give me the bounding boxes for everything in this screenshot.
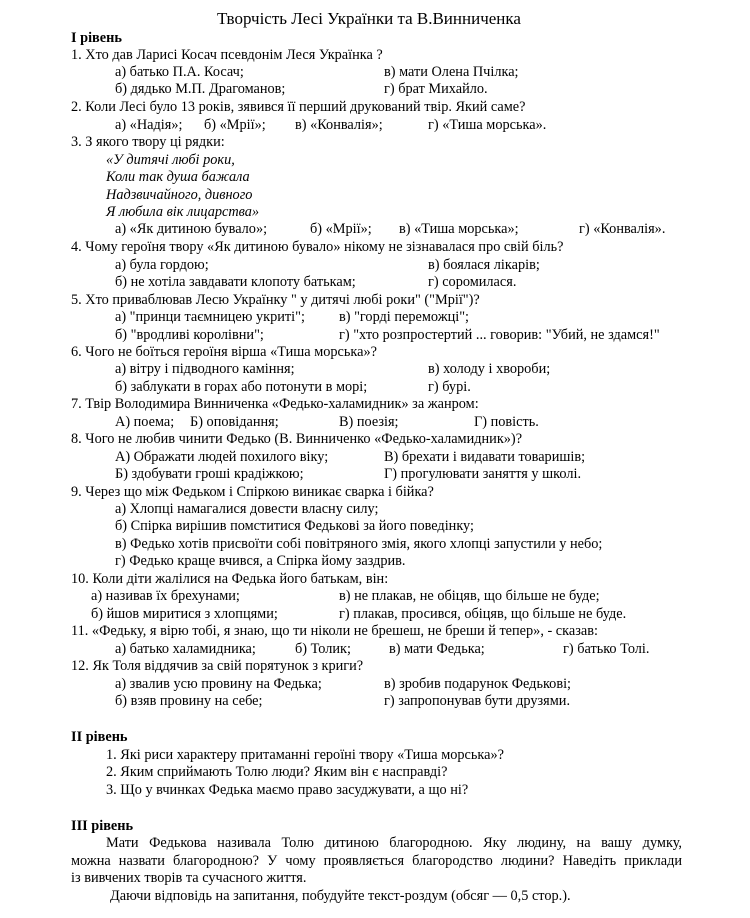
q10-option-v: в) не плакав, не обіцяв, що більше не буде; [339, 588, 600, 604]
q4-question: 4. Чому героїня твору «Як дитиною бувало» нікому не зізнавалася про свій біль? [71, 239, 564, 255]
q12-option-b: б) взяв провину на себе; [115, 693, 263, 709]
q4-option-b: б) не хотіла завдавати клопоту батькам; [115, 274, 356, 290]
q8-option-a: А) Ображати людей похилого віку; [115, 449, 329, 465]
q3-poem-line: Коли так душа бажала [106, 169, 250, 185]
q7-option-v: В) поезія; [339, 414, 399, 430]
q8-option-b: Б) здобувати гроші крадіжкою; [115, 466, 304, 482]
q11-option-a: а) батько халамидника; [115, 641, 256, 657]
q8-question: 8. Чого не любив чинити Федько (В. Винниченко «Федько-халамидник»)? [71, 431, 523, 447]
q3-option-a: а) «Як дитиною бувало»; [115, 221, 268, 237]
q7-question: 7. Твір Володимира Винниченка «Федько-халамидник» за жанром: [71, 396, 479, 412]
q10-option-g: г) плакав, просився, обіцяв, що більше не буде. [339, 606, 627, 622]
q2-option-g: г) «Тиша морська». [428, 117, 547, 133]
q5-option-v: в) "горді переможці"; [339, 309, 469, 325]
q3-option-b: б) «Мрії»; [310, 221, 372, 237]
q3-option-v: в) «Тиша морська»; [399, 221, 519, 237]
q6-option-v: в) холоду і хвороби; [428, 361, 551, 377]
q5-option-a: а) "принци таємницею укриті"; [115, 309, 305, 325]
q6-option-a: а) вітру і підводного каміння; [115, 361, 295, 377]
q12-option-g: г) запропонував бути друзями. [384, 693, 571, 709]
q2-option-a: а) «Надія»; [115, 117, 183, 133]
q1-question: 1. Хто дав Ларисі Косач псевдонім Леся Українка ? [71, 47, 383, 63]
q2-option-b: б) «Мрії»; [204, 117, 266, 133]
q3-poem-line: «У дитячі любі роки, [106, 152, 235, 168]
q3-option-g: г) «Конвалія». [579, 221, 666, 237]
level-3-text-line: Мати Федькова називала Толю дитиною благородною. Яку людину, на вашу думку, [106, 835, 682, 851]
q4-option-a: а) була гордою; [115, 257, 209, 273]
page-title: Творчість Лесі Українки та В.Винниченка [217, 9, 521, 28]
level-2-item: 3. Що у вчинках Федька маємо право засуджувати, а що ні? [106, 782, 469, 798]
q11-option-b: б) Толик; [295, 641, 351, 657]
level-1-heading: І рівень [71, 30, 122, 46]
q3-poem-line: Надзвичайного, дивного [106, 187, 253, 203]
level-2-item: 2. Яким сприймають Толю люди? Яким він є насправді? [106, 764, 448, 780]
q5-question: 5. Хто приваблював Лесю Українку " у дитячі любі роки" ("Мрії")? [71, 292, 480, 308]
q9-option-b: б) Спірка вирішив помститися Федькові за його поведінку; [115, 518, 474, 534]
q12-option-v: в) зробив подарунок Федькові; [384, 676, 572, 692]
level-3-text-line: із вивчених творів та сучасного життя. [71, 870, 307, 886]
level-3-text-line: можна назвати благородною? У чому проявляється благородство людини? Наведіть приклади [71, 853, 682, 869]
q7-option-a: А) поема; [115, 414, 175, 430]
q5-option-b: б) "вродливі королівни"; [115, 327, 264, 343]
level-3-text-line: Даючи відповідь на запитання, побудуйте текст-роздум (обсяг — 0,5 стор.). [110, 888, 571, 904]
level-2-item: 1. Які риси характеру притаманні героїні твору «Тиша морська»? [106, 747, 504, 763]
q10-option-a: а) називав їх брехунами; [91, 588, 240, 604]
q4-option-g: г) соромилася. [428, 274, 517, 290]
q11-option-v: в) мати Федька; [389, 641, 485, 657]
q2-option-v: в) «Конвалія»; [295, 117, 383, 133]
q6-option-g: г) бурі. [428, 379, 471, 395]
q5-option-g: г) "хто розпростертий ... говорив: "Убий, не здамся!" [339, 327, 660, 343]
q8-option-v: В) брехати і видавати товаришів; [384, 449, 586, 465]
q12-option-a: а) звалив усю провину на Федька; [115, 676, 322, 692]
q6-option-b: б) заблукати в горах або потонути в морі; [115, 379, 368, 395]
level-2-heading: ІІ рівень [71, 729, 128, 745]
q9-option-g: г) Федько краще вчився, а Спірка йому заздрив. [115, 553, 406, 569]
level-3-heading: ІІІ рівень [71, 818, 134, 834]
q3-poem-line: Я любила вік лицарства» [106, 204, 260, 220]
q1-option-v: в) мати Олена Пчілка; [384, 64, 519, 80]
q1-option-a: а) батько П.А. Косач; [115, 64, 244, 80]
q9-option-v: в) Федько хотів присвоїти собі повітряного змія, якого хлопці запустили у небо; [115, 536, 603, 552]
q11-option-g: г) батько Толі. [563, 641, 650, 657]
q1-option-g: г) брат Михайло. [384, 81, 488, 97]
q12-question: 12. Як Толя віддячив за свій порятунок з криги? [71, 658, 364, 674]
q2-question: 2. Коли Лесі було 13 років, зявився її перший друкований твір. Який саме? [71, 99, 526, 115]
q10-question: 10. Коли діти жалілися на Федька його батькам, він: [71, 571, 389, 587]
q10-option-b: б) йшов миритися з хлопцями; [91, 606, 278, 622]
q9-question: 9. Через що між Федьком і Спіркою виникає сварка і бійка? [71, 484, 434, 500]
q11-question: 11. «Федьку, я вірю тобі, я знаю, що ти ніколи не брешеш, не бреши й тепер», - сказав: [71, 623, 598, 639]
q3-question: 3. З якого твору ці рядки: [71, 134, 225, 150]
q1-option-b: б) дядько М.П. Драгоманов; [115, 81, 286, 97]
q6-question: 6. Чого не боїться героїня вірша «Тиша морська»? [71, 344, 377, 360]
q4-option-v: в) боялася лікарів; [428, 257, 540, 273]
q7-option-g: Г) повість. [474, 414, 539, 430]
q7-option-b: Б) оповідання; [190, 414, 279, 430]
q9-option-a: а) Хлопці намагалися довести власну силу; [115, 501, 379, 517]
q8-option-g: Г) прогулювати заняття у школі. [384, 466, 582, 482]
